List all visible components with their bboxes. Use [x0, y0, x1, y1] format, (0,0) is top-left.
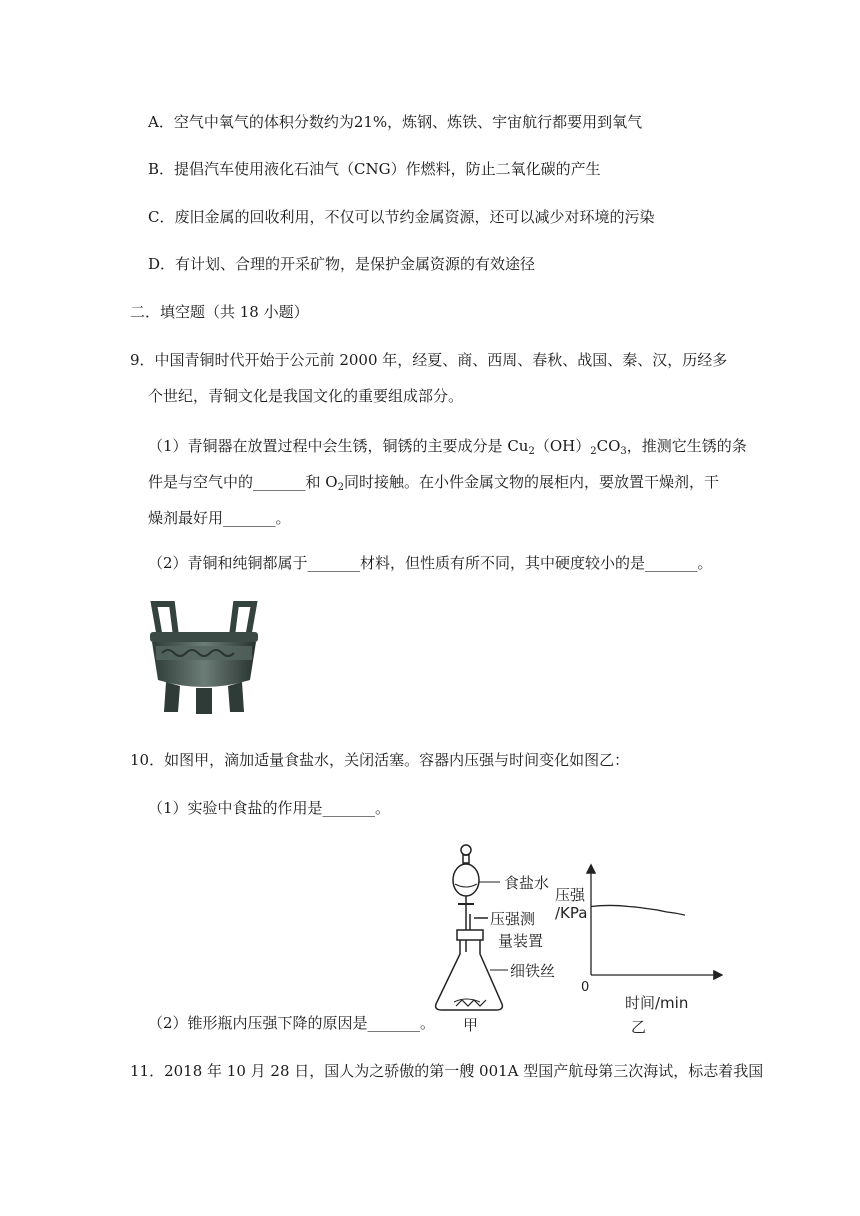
section-heading: 二．填空题（共 18 小题）: [130, 303, 309, 321]
label-yi: 乙: [631, 1018, 647, 1036]
q9-part1-line3: 燥剂最好用_______。: [148, 509, 291, 527]
x-axis-label: 时间/min: [625, 994, 689, 1012]
y-axis-label-1: 压强: [555, 886, 586, 904]
q10-part2: （2）锥形瓶内压强下降的原因是_______。: [148, 1014, 436, 1032]
q9-part1-line1: （1）青铜器在放置过程中会生锈，铜锈的主要成分是 $Cu_2(OH)_2CO_3$，推测它生锈的条: [148, 437, 747, 457]
bronze-ding-image: [146, 598, 262, 718]
label-pressure-device-2: 量装置: [498, 932, 544, 950]
option-d: D．有计划、合理的开采矿物，是保护金属资源的有效途径: [148, 255, 536, 273]
y-axis-label-2: /KPa: [555, 904, 588, 922]
q9-stem-line2: 个世纪，青铜文化是我国文化的重要组成部分。: [148, 387, 464, 405]
label-jia: 甲: [463, 1016, 479, 1034]
pressure-chart: [553, 858, 723, 1036]
option-c: C．废旧金属的回收利用，不仅可以节约金属资源，还可以减少对环境的污染: [148, 208, 655, 226]
q9-stem-line1: 9．中国青铜时代开始于公元前 2000 年，经夏、商、西周、春秋、战国、秦、汉，历经多: [130, 351, 728, 369]
q10-part1: （1）实验中食盐的作用是_______。: [148, 799, 391, 817]
label-salt-water: 食盐水: [504, 874, 550, 892]
q9-part2: （2）青铜和纯铜都属于_______材料，但性质有所不同，其中硬度较小的是_______。: [148, 554, 713, 572]
option-b: B．提倡汽车使用液化石油气（CNG）作燃料，防止二氧化碳的产生: [148, 160, 601, 178]
label-iron-wire: 细铁丝: [510, 962, 556, 980]
pressure-series-line: [591, 905, 685, 915]
option-a: A．空气中氧气的体积分数约为21%，炼钢、炼铁、宇宙航行都要用到氧气: [148, 113, 643, 131]
q9-part1-line2: 件是与空气中的_______和 $O_2$同时接触。在小件金属文物的展柜内，要放置干燥剂，干: [148, 473, 719, 493]
q11-stem: 11．2018 年 10 月 28 日，国人为之骄傲的第一艘 001A 型国产航母第三次海试，标志着我国: [130, 1062, 764, 1080]
origin-label: 0: [581, 980, 590, 995]
label-pressure-device-1: 压强测: [490, 910, 536, 928]
q10-stem: 10．如图甲，滴加适量食盐水，关闭活塞。容器内压强与时间变化如图乙：: [130, 751, 630, 769]
